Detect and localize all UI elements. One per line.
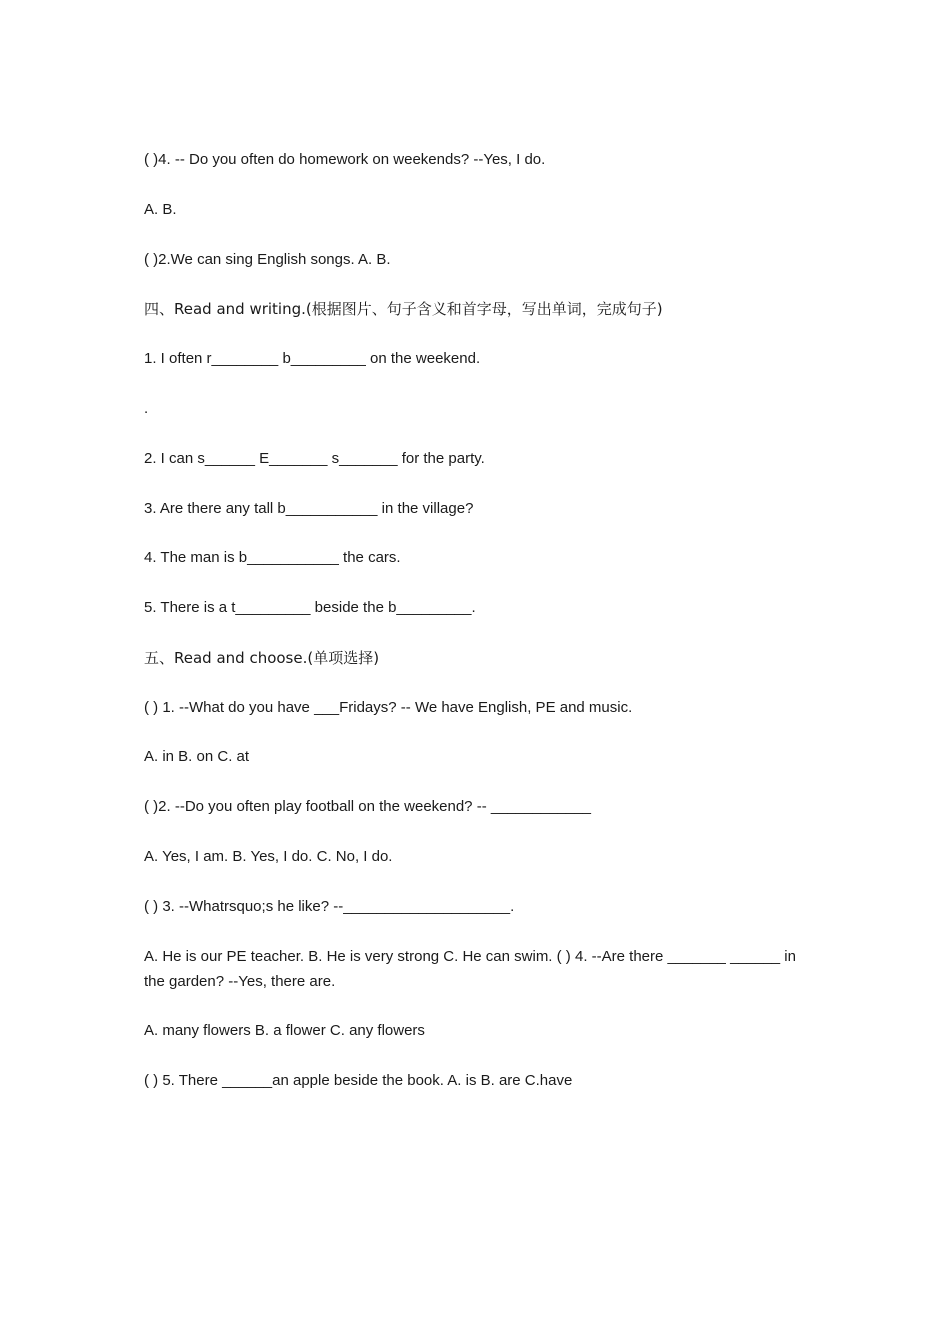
- writing-item-2: 2. I can s______ E_______ s_______ for the party.: [144, 450, 485, 467]
- section-5-heading: 五、Read and choose.(单项选择): [144, 649, 380, 667]
- writing-item-1: 1. I often r________ b_________ on the weekend.: [144, 350, 481, 367]
- options-line: A. B.: [144, 201, 177, 218]
- writing-item-3: 3. Are there any tall b___________ in the village?: [144, 500, 474, 517]
- writing-item-4: 4. The man is b___________ the cars.: [144, 549, 401, 566]
- choice-options-2: A. Yes, I am. B. Yes, I do. C. No, I do.: [144, 848, 393, 865]
- stray-period: .: [144, 400, 149, 417]
- choice-question-5: ( ) 5. There ______an apple beside the book. A. is B. are C.have: [144, 1072, 573, 1089]
- choice-options-1: A. in B. on C. at: [144, 748, 250, 765]
- choice-options-4: A. many flowers B. a flower C. any flowers: [144, 1022, 425, 1039]
- choice-options-3-and-question-4: A. He is our PE teacher. B. He is very strong C. He can swim. ( ) 4. --Are there _______ ______ in the garden? --Yes, there are.: [144, 948, 801, 990]
- choice-question-2: ( )2. --Do you often play football on the weekend? -- ____________: [144, 798, 591, 815]
- question-2-songs: ( )2.We can sing English songs. A. B.: [144, 251, 391, 268]
- choice-question-1: ( ) 1. --What do you have ___Fridays? -- We have English, PE and music.: [144, 699, 633, 716]
- section-4-heading: 四、Read and writing.(根据图片、句子含义和首字母，写出单词，完成句子): [144, 300, 663, 318]
- question-4-homework: ( )4. -- Do you often do homework on weekends? --Yes, I do.: [144, 151, 546, 168]
- choice-question-3: ( ) 3. --Whatrsquo;s he like? --____________________.: [144, 898, 515, 915]
- writing-item-5: 5. There is a t_________ beside the b_________.: [144, 599, 476, 616]
